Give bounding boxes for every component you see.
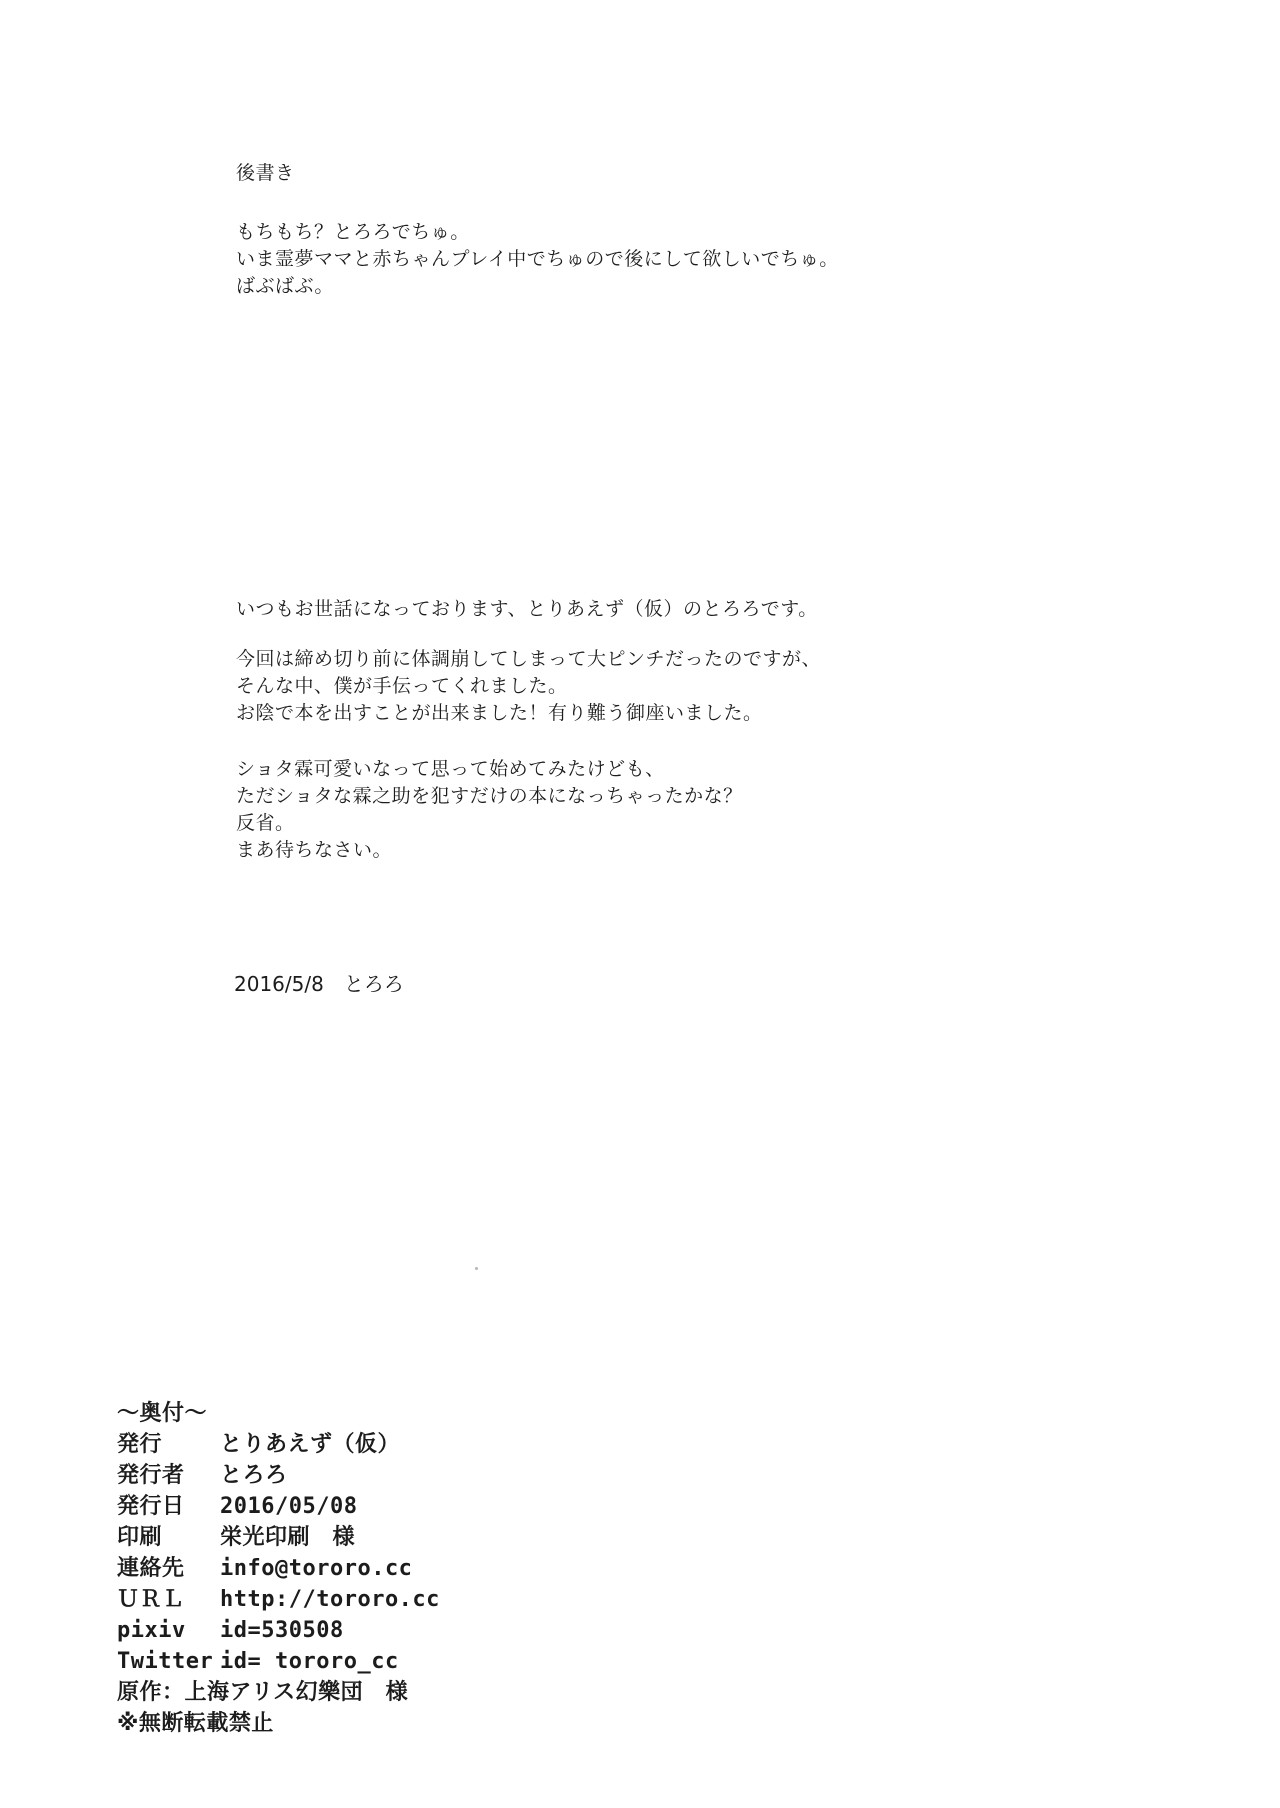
colophon-label: 印刷 [117, 1525, 163, 1550]
colophon-no-reproduction-notice: ※無断転載禁止 [117, 1711, 274, 1736]
afterword-text-line: お陰で本を出すことが出来ました！有り難う御座いました。 [236, 702, 763, 724]
colophon-original-work: 原作：上海アリス幻樂団 様 [117, 1680, 409, 1705]
colophon-label: ＵＲＬ [117, 1587, 185, 1612]
afterword-text-line: ショタ霖可愛いなって思って始めてみたけども、 [236, 758, 665, 780]
colophon-row-printer [117, 1522, 440, 1553]
colophon-label: 発行日 [117, 1494, 185, 1519]
colophon-label: 発行 [117, 1432, 163, 1457]
colophon-row-pixiv [117, 1615, 440, 1646]
afterword-text-line: いま霊夢ママと赤ちゃんプレイ中でちゅので後にして欲しいでちゅ。 [236, 248, 839, 270]
afterword-text-line: ただショタな霖之助を犯すだけの本になっちゃったかな？ [236, 785, 743, 807]
afterword-text-line: 今回は締め切り前に体調崩してしまって大ピンチだったのですが、 [236, 648, 822, 670]
colophon-value-url: http://tororo.cc [220, 1587, 440, 1612]
afterword-text-line: 反省。 [236, 812, 295, 834]
colophon-row-url [117, 1584, 440, 1615]
afterword-text-line: いつもお世話になっております、とりあえず（仮）のとろろです。 [236, 598, 818, 620]
afterword-text-line: もちもち？とろろでちゅ。 [236, 221, 470, 243]
afterword-text-line: ばぶばぶ。 [236, 275, 334, 297]
afterword-text-line: まあ待ちなさい。 [236, 839, 393, 861]
colophon-label: Twitter [117, 1649, 214, 1674]
colophon-value-twitter-id: id= tororo_cc [220, 1649, 399, 1674]
colophon-label: 連絡先 [117, 1556, 185, 1581]
colophon [117, 1398, 440, 1739]
colophon-value: とりあえず（仮） [220, 1432, 401, 1457]
colophon-value: 2016/05/08 [220, 1494, 358, 1519]
colophon-row-contact-email [117, 1553, 440, 1584]
colophon-value-email: info@tororo.cc [220, 1556, 413, 1581]
colophon-value-pixiv-id: id=530508 [220, 1618, 344, 1643]
afterword-paragraph-1 [236, 219, 839, 300]
afterword-text-line: そんな中、僕が手伝ってくれました。 [236, 675, 568, 697]
colophon-label: 発行者 [117, 1463, 185, 1488]
colophon-value: とろろ [220, 1463, 288, 1488]
scan-artifact-dot [475, 1267, 478, 1270]
afterword-heading: 後書き [236, 162, 295, 184]
colophon-row-twitter [117, 1646, 440, 1677]
colophon-row-author [117, 1460, 440, 1491]
colophon-row-publisher-circle [117, 1429, 440, 1460]
colophon-value: 栄光印刷 様 [220, 1525, 356, 1550]
colophon-row-publish-date [117, 1491, 440, 1522]
afterword-paragraph-4 [236, 756, 743, 864]
afterword-date-signature: 2016/5/8 とろろ [234, 972, 404, 996]
colophon-label: pixiv [117, 1618, 186, 1643]
colophon-title: ～奥付～ [117, 1401, 208, 1426]
afterword-heading-block [236, 160, 295, 187]
afterword-paragraph-2 [236, 596, 818, 623]
afterword-paragraph-3 [236, 646, 821, 727]
